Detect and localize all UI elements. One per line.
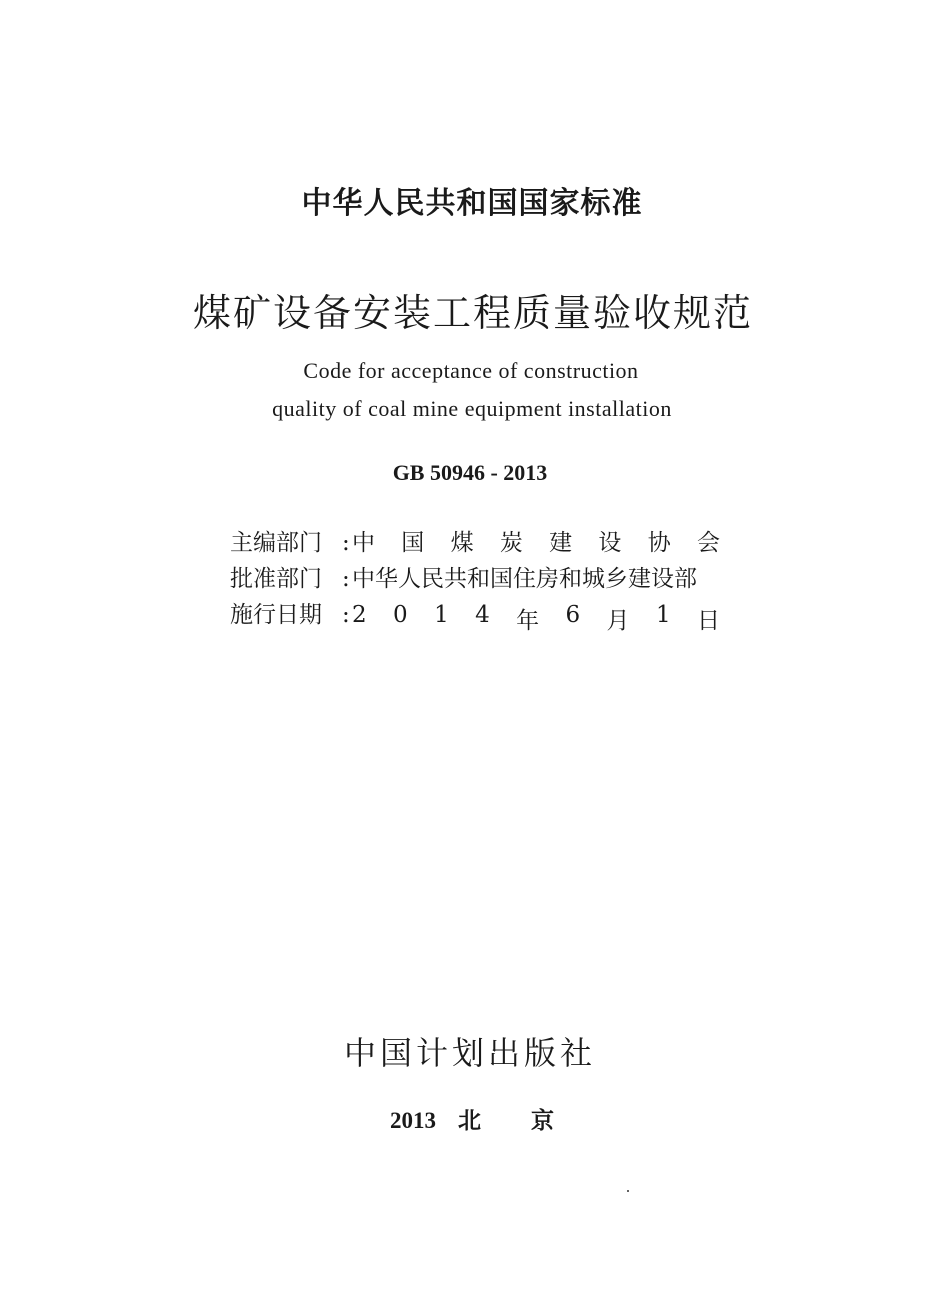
info-block (230, 524, 720, 632)
colon: : (342, 530, 350, 556)
value-char: 6 (565, 602, 581, 628)
approval-row (230, 560, 720, 596)
effective-date-label: 施行日期 (230, 602, 322, 628)
value-char: 1 (434, 602, 449, 628)
value-char: 协 (647, 530, 671, 556)
scan-speck (627, 1190, 629, 1192)
chief-editor-value (352, 524, 720, 557)
value-char: 中 (352, 530, 375, 556)
value-char: 设 (598, 530, 622, 556)
value-char: 日 (696, 608, 720, 634)
publication-city-part1: 北 (458, 1108, 481, 1133)
document-title-en-line2: quality of coal mine equipment installation (272, 396, 672, 421)
standard-header: 中华人民共和国国家标准 (301, 186, 643, 221)
approval-label: 批准部门 (230, 566, 322, 592)
value-char: 2 (352, 602, 367, 628)
value-char: 煤 (450, 530, 474, 556)
value-char: 会 (696, 530, 720, 556)
value-char: 1 (655, 602, 671, 628)
document-title-en-line1: Code for acceptance of construction (303, 358, 639, 383)
effective-date-value (352, 602, 720, 635)
effective-date-row (230, 596, 720, 632)
colon: : (342, 602, 350, 628)
value-char: 0 (393, 602, 408, 628)
publisher-name: 中国计划出版社 (343, 1034, 596, 1072)
publication-city-part2: 京 (531, 1108, 554, 1133)
value-char: 建 (549, 530, 573, 556)
publication-line (0, 1102, 947, 1135)
document-title-cn: 煤矿设备安装工程质量验收规范 (192, 291, 753, 335)
standard-code: GB 50946 - 2013 (392, 460, 548, 485)
publication-year: 2013 (390, 1108, 436, 1133)
value-char: 炭 (499, 530, 523, 556)
approval-value: 中华人民共和国住房和城乡建设部 (352, 566, 697, 592)
value-char: 国 (401, 530, 425, 556)
chief-editor-label: 主编部门 (230, 530, 322, 556)
colon: : (342, 566, 350, 592)
chief-editor-row (230, 524, 720, 560)
value-char: 4 (475, 602, 490, 628)
value-char: 年 (516, 608, 540, 634)
value-char: 月 (606, 608, 630, 634)
